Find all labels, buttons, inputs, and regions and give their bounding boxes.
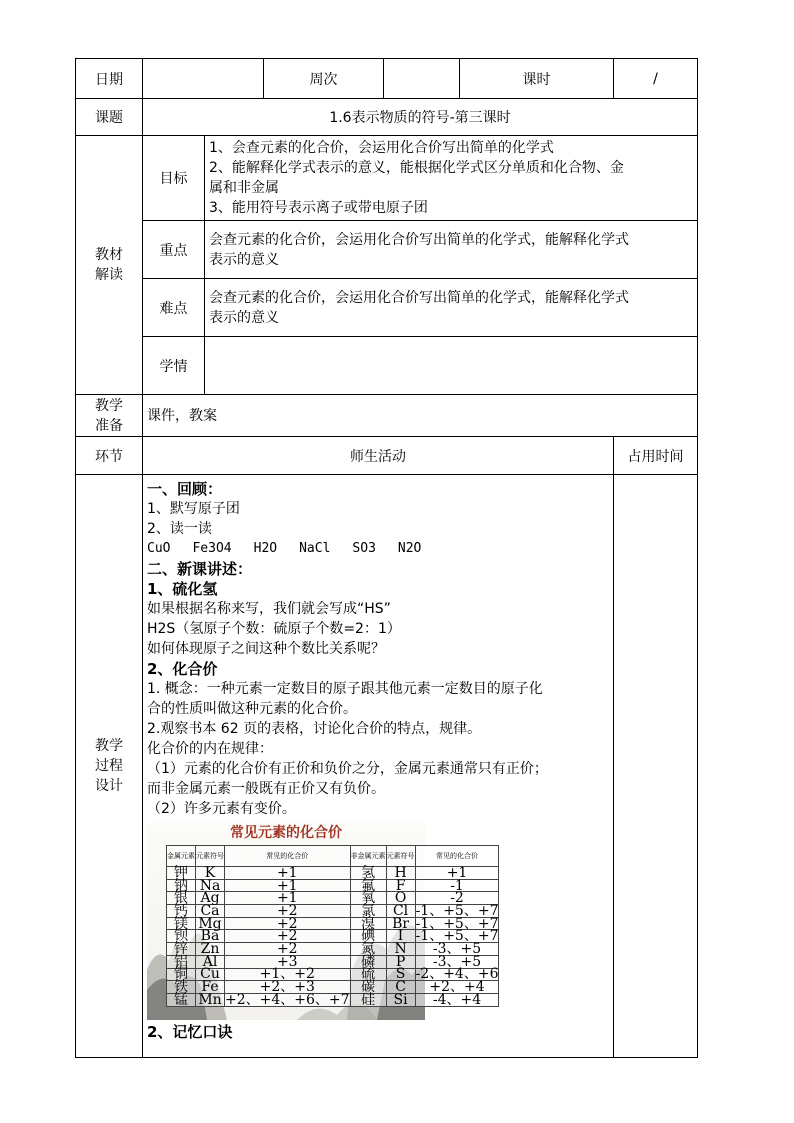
valence-table-header: 常见的化合价 — [225, 846, 351, 867]
activity-header: 师生活动 — [143, 437, 614, 475]
valence-table-cell: Mn — [196, 993, 225, 1006]
valence-table-cell: 溴 — [350, 917, 386, 930]
valence-table-cell: -2、+4、+6 — [415, 966, 499, 983]
valence-table-cell: Mg — [196, 917, 225, 930]
preparation-label-line: 教学 — [95, 397, 123, 414]
preparation-value: 课件，教案 — [143, 395, 698, 437]
valence-table-cell: Ag — [196, 892, 225, 905]
valence-table-cell: 钠 — [167, 879, 196, 892]
formula: H2O — [253, 541, 278, 556]
valence-table-cell: F — [386, 879, 415, 892]
learner-row — [76, 337, 698, 395]
valence-table-header: 常见的化合价 — [415, 846, 499, 867]
valence-table-cell: 铜 — [167, 968, 196, 981]
process-label — [76, 475, 143, 1058]
formula: SO3 — [352, 541, 376, 556]
valence-table-row — [167, 993, 499, 1006]
difficulty-line: 表示的意义 — [209, 309, 279, 326]
valence-table-cell: 钙 — [167, 905, 196, 918]
formula: CuO — [147, 541, 171, 556]
goals-content — [205, 136, 698, 221]
valence-table-cell: 钡 — [167, 930, 196, 943]
valence-table-cell: O — [386, 892, 415, 905]
formula-list — [147, 539, 609, 559]
valence-table — [166, 845, 499, 1007]
review-heading: 一、回顾： — [147, 480, 223, 498]
valence-table-cell: +3 — [225, 955, 351, 968]
key-point-line: 会查元素的化合价，会运用化合价写出简单的化学式，能解释化学式 — [209, 231, 629, 248]
valence-table-cell: -3、+5 — [415, 955, 499, 968]
preparation-row — [76, 395, 698, 437]
interpretation-label — [76, 136, 143, 395]
interpretation-label-line: 教材 — [95, 247, 123, 263]
learner-label: 学情 — [143, 337, 205, 395]
valence-table-cell: 碳 — [350, 981, 386, 994]
valence-table-header-row — [167, 846, 499, 867]
valence-table-cell: Zn — [196, 943, 225, 956]
key-point-line: 表示的意义 — [209, 251, 279, 268]
valence-table-cell: 氟 — [350, 879, 386, 892]
valence-table-cell: 氢 — [350, 867, 386, 880]
valence-table-cell: 银 — [167, 892, 196, 905]
valence-table-cell: -2 — [415, 892, 499, 905]
h2s-heading: 1、硫化氢 — [147, 580, 218, 598]
new-lesson-heading: 二、新课讲述： — [147, 560, 253, 578]
review-item: 2、读一读 — [147, 521, 212, 537]
valence-table-cell: Ca — [196, 905, 225, 918]
review-item: 1、默写原子团 — [147, 501, 240, 517]
valence-table-cell: +1 — [225, 879, 351, 892]
valence-table-cell: H — [386, 867, 415, 880]
valence-table-cell: Ba — [196, 930, 225, 943]
valence-table-cell: +1 — [225, 867, 351, 880]
stage-header: 环节 — [76, 437, 143, 475]
valence-table-cell: Cu — [196, 968, 225, 981]
valence-table-cell: +2 — [225, 905, 351, 918]
week-value — [384, 59, 460, 99]
valence-line: 合的性质叫做这种元素的化合价。 — [147, 701, 357, 717]
process-row — [76, 475, 698, 1058]
valence-table-cell: Si — [386, 993, 415, 1006]
valence-table-cell: -4、+4 — [415, 993, 499, 1006]
valence-heading: 2、化合价 — [147, 660, 218, 678]
process-label-line: 教学 — [95, 738, 123, 754]
valence-table-cell: 磷 — [350, 955, 386, 968]
date-label: 日期 — [76, 59, 143, 99]
valence-table-cell: +2 — [225, 943, 351, 956]
valence-table-cell: 氯 — [350, 905, 386, 918]
goal-line: 1、会查元素的化合价，会运用化合价写出简单的化学式 — [209, 140, 554, 156]
column-header-row — [76, 437, 698, 475]
time-header: 占用时间 — [614, 437, 698, 475]
header-row — [76, 59, 698, 99]
valence-table-cell: Al — [196, 955, 225, 968]
valence-table-cell: +2 — [225, 917, 351, 930]
valence-table-cell: +1 — [415, 867, 499, 880]
difficulty-content — [205, 279, 698, 337]
valence-line: （2）许多元素有变价。 — [147, 801, 296, 817]
valence-table-header: 元素符号 — [386, 846, 415, 867]
valence-table-cell: 氮 — [350, 943, 386, 956]
valence-table-cell: +2 — [225, 930, 351, 943]
valence-table-cell: 锰 — [167, 993, 196, 1006]
valence-line: 化合价的内在规律： — [147, 741, 273, 757]
valence-table-cell: +2、+4、+6、+7 — [225, 991, 350, 1008]
valence-table-cell: 锌 — [167, 943, 196, 956]
valence-table-cell: -3、+5 — [415, 943, 499, 956]
valence-table-cell: 硫 — [350, 968, 386, 981]
valence-table-cell: 碘 — [350, 930, 386, 943]
goal-line: 2、能解释化学式表示的意义，能根据化学式区分单质和化合物、金 — [209, 160, 624, 176]
learner-content — [205, 337, 698, 395]
process-label-line: 过程 — [95, 758, 123, 774]
process-time — [614, 475, 698, 1058]
goals-row — [76, 136, 698, 221]
key-points-row — [76, 221, 698, 279]
valence-table-body — [167, 864, 499, 1008]
h2s-line: H2S（氢原子个数：硫原子个数=2：1） — [147, 621, 401, 637]
difficulty-line: 会查元素的化合价，会运用化合价写出简单的化学式，能解释化学式 — [209, 289, 629, 306]
preparation-label-line: 准备 — [95, 417, 123, 434]
valence-line: （1）元素的化合价有正价和负价之分，金属元素通常只有正价； — [147, 761, 548, 777]
lesson-plan-table — [75, 58, 698, 1058]
h2s-line: 如何体现原子之间这种个数比关系呢？ — [147, 641, 385, 657]
valence-table-cell: 钾 — [167, 867, 196, 880]
valence-table-cell: +1 — [225, 892, 351, 905]
valence-line: 1. 概念：一种元素一定数目的原子跟其他元素一定数目的原子化 — [147, 681, 543, 697]
valence-table-image — [147, 823, 499, 1020]
valence-table-cell: P — [386, 955, 415, 968]
valence-table-cell: 硅 — [350, 993, 386, 1006]
valence-table-header: 金属元素 — [167, 846, 196, 867]
topic-row — [76, 99, 698, 136]
topic-label: 课题 — [76, 99, 143, 136]
formula: Fe3O4 — [192, 541, 232, 556]
valence-table-cell: Na — [196, 879, 225, 892]
valence-table-cell: -1、+5、+7 — [415, 902, 499, 919]
valence-table-title: 常见元素的化合价 — [230, 825, 342, 841]
memory-heading: 2、记忆口诀 — [147, 1023, 233, 1041]
valence-table-cell: S — [386, 968, 415, 981]
valence-table-cell: 镁 — [167, 917, 196, 930]
formula: NaCl — [299, 541, 331, 556]
h2s-line: 如果根据名称来写，我们就会写成“HS” — [147, 601, 391, 617]
key-points-content — [205, 221, 698, 279]
valence-table-cell: C — [386, 981, 415, 994]
process-content — [143, 475, 614, 1058]
valence-table-cell: 铝 — [167, 955, 196, 968]
period-label: 课时 — [460, 59, 614, 99]
valence-table-cell: Br — [386, 917, 415, 930]
week-label: 周次 — [264, 59, 384, 99]
key-points-label: 重点 — [143, 221, 205, 279]
process-label-line: 设计 — [95, 778, 123, 794]
valence-table-cell: +1、+2 — [225, 968, 351, 981]
valence-table-cell: K — [196, 867, 225, 880]
goals-label: 目标 — [143, 136, 205, 221]
valence-table-cell: Fe — [196, 981, 225, 994]
goal-line: 3、能用符号表示离子或带电原子团 — [209, 200, 428, 216]
preparation-label — [76, 395, 143, 437]
valence-table-header: 元素符号 — [196, 846, 225, 867]
valence-table-cell: 氧 — [350, 892, 386, 905]
topic-value: 1.6表示物质的符号-第三课时 — [143, 99, 698, 136]
formula: N2O — [397, 541, 422, 556]
valence-table-cell: Cl — [386, 905, 415, 918]
valence-line: 2.观察书本 62 页的表格，讨论化合价的特点，规律。 — [147, 721, 482, 737]
valence-table-cell: -1、+5、+7 — [415, 915, 499, 932]
date-value — [143, 59, 264, 99]
interpretation-label-line: 解读 — [95, 267, 123, 283]
valence-line: 而非金属元素一般既有正价又有负价。 — [147, 781, 385, 797]
valence-table-cell: -1 — [415, 879, 499, 892]
valence-table-cell: 铁 — [167, 981, 196, 994]
valence-table-cell: N — [386, 943, 415, 956]
valence-table-cell: +2、+3 — [225, 981, 351, 994]
goal-line: 属和非金属 — [209, 180, 279, 196]
valence-table-cell: +2、+4 — [415, 981, 499, 994]
difficulty-row — [76, 279, 698, 337]
valence-table-cell: I — [386, 930, 415, 943]
valence-table-header: 非金属元素 — [350, 846, 386, 867]
period-value: / — [614, 59, 698, 99]
difficulty-label: 难点 — [143, 279, 205, 337]
valence-table-cell: -1、+5、+7 — [415, 928, 499, 945]
